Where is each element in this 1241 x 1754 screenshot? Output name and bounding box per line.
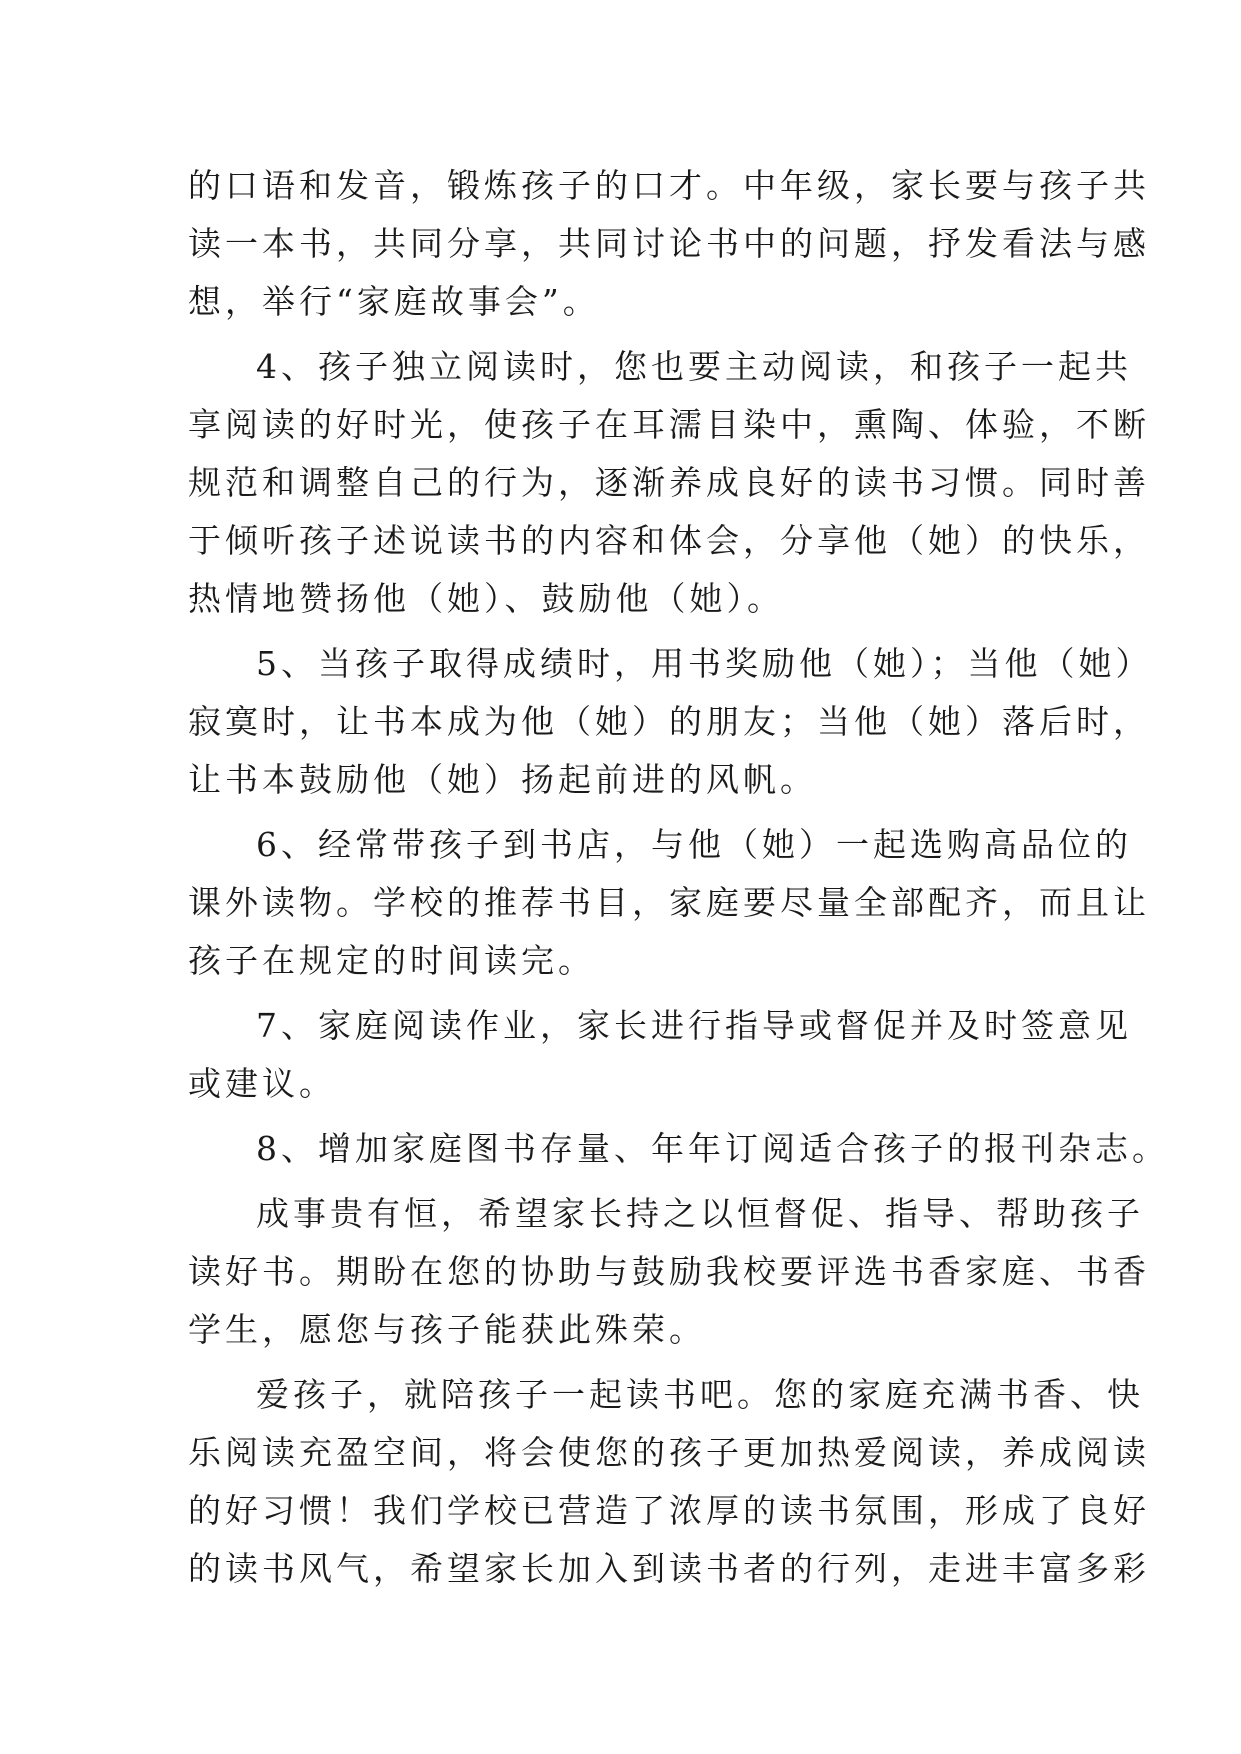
text-line: 的口语和发音，锻炼孩子的口才。中年级，家长要与孩子共 [188,166,1150,205]
text-line: 的读书风气，希望家长加入到读书者的行列，走进丰富多彩 [188,1549,1150,1588]
paragraph-item-5 [188,635,1153,809]
text-line: 于倾听孩子述说读书的内容和体会，分享他（她）的快乐， [188,521,1150,560]
paragraph-item-4 [188,338,1150,628]
document-body [188,157,1169,1598]
paragraph-continuation [188,157,1150,331]
text-line: 让书本鼓励他（她）扬起前进的风帆。 [188,760,817,799]
text-line: 5、当孩子取得成绩时，用书奖励他（她）；当他（她） [256,644,1153,683]
text-line: 7、家庭阅读作业，家长进行指导或督促并及时签意见 [256,1006,1132,1045]
paragraph-perseverance [188,1185,1150,1359]
text-line: 成事贵有恒，希望家长持之以恒督促、指导、帮助孩子 [256,1194,1144,1233]
paragraph-item-6 [188,816,1150,990]
text-line: 想，举行“家庭故事会”。 [188,282,600,321]
paragraph-closing [188,1366,1150,1598]
text-line: 课外读物。学校的推荐书目，家庭要尽量全部配齐，而且让 [188,883,1150,922]
text-line: 爱孩子，就陪孩子一起读书吧。您的家庭充满书香、快 [256,1375,1144,1414]
text-line: 乐阅读充盈空间，将会使您的孩子更加热爱阅读，养成阅读 [188,1433,1150,1472]
text-line: 读一本书，共同分享，共同讨论书中的问题，抒发看法与感 [188,224,1150,263]
paragraph-item-8 [188,1120,1169,1178]
text-line: 寂寞时，让书本成为他（她）的朋友；当他（她）落后时， [188,702,1150,741]
text-line: 的好习惯！我们学校已营造了浓厚的读书氛围，形成了良好 [188,1491,1150,1530]
text-line: 6、经常带孩子到书店，与他（她）一起选购高品位的 [256,825,1132,864]
text-line: 学生，愿您与孩子能获此殊荣。 [188,1310,706,1349]
text-line: 孩子在规定的时间读完。 [188,941,595,980]
text-line: 读好书。期盼在您的协助与鼓励我校要评选书香家庭、书香 [188,1252,1150,1291]
text-line: 或建议。 [188,1064,336,1103]
text-line: 8、增加家庭图书存量、年年订阅适合孩子的报刊杂志。 [256,1129,1169,1168]
paragraph-item-7 [188,997,1132,1113]
text-line: 规范和调整自己的行为，逐渐养成良好的读书习惯。同时善 [188,463,1150,502]
text-line: 热情地赞扬他（她）、鼓励他（她）。 [188,579,784,618]
text-line: 享阅读的好时光，使孩子在耳濡目染中，熏陶、体验，不断 [188,405,1150,444]
text-line: 4、孩子独立阅读时，您也要主动阅读，和孩子一起共 [256,347,1132,386]
